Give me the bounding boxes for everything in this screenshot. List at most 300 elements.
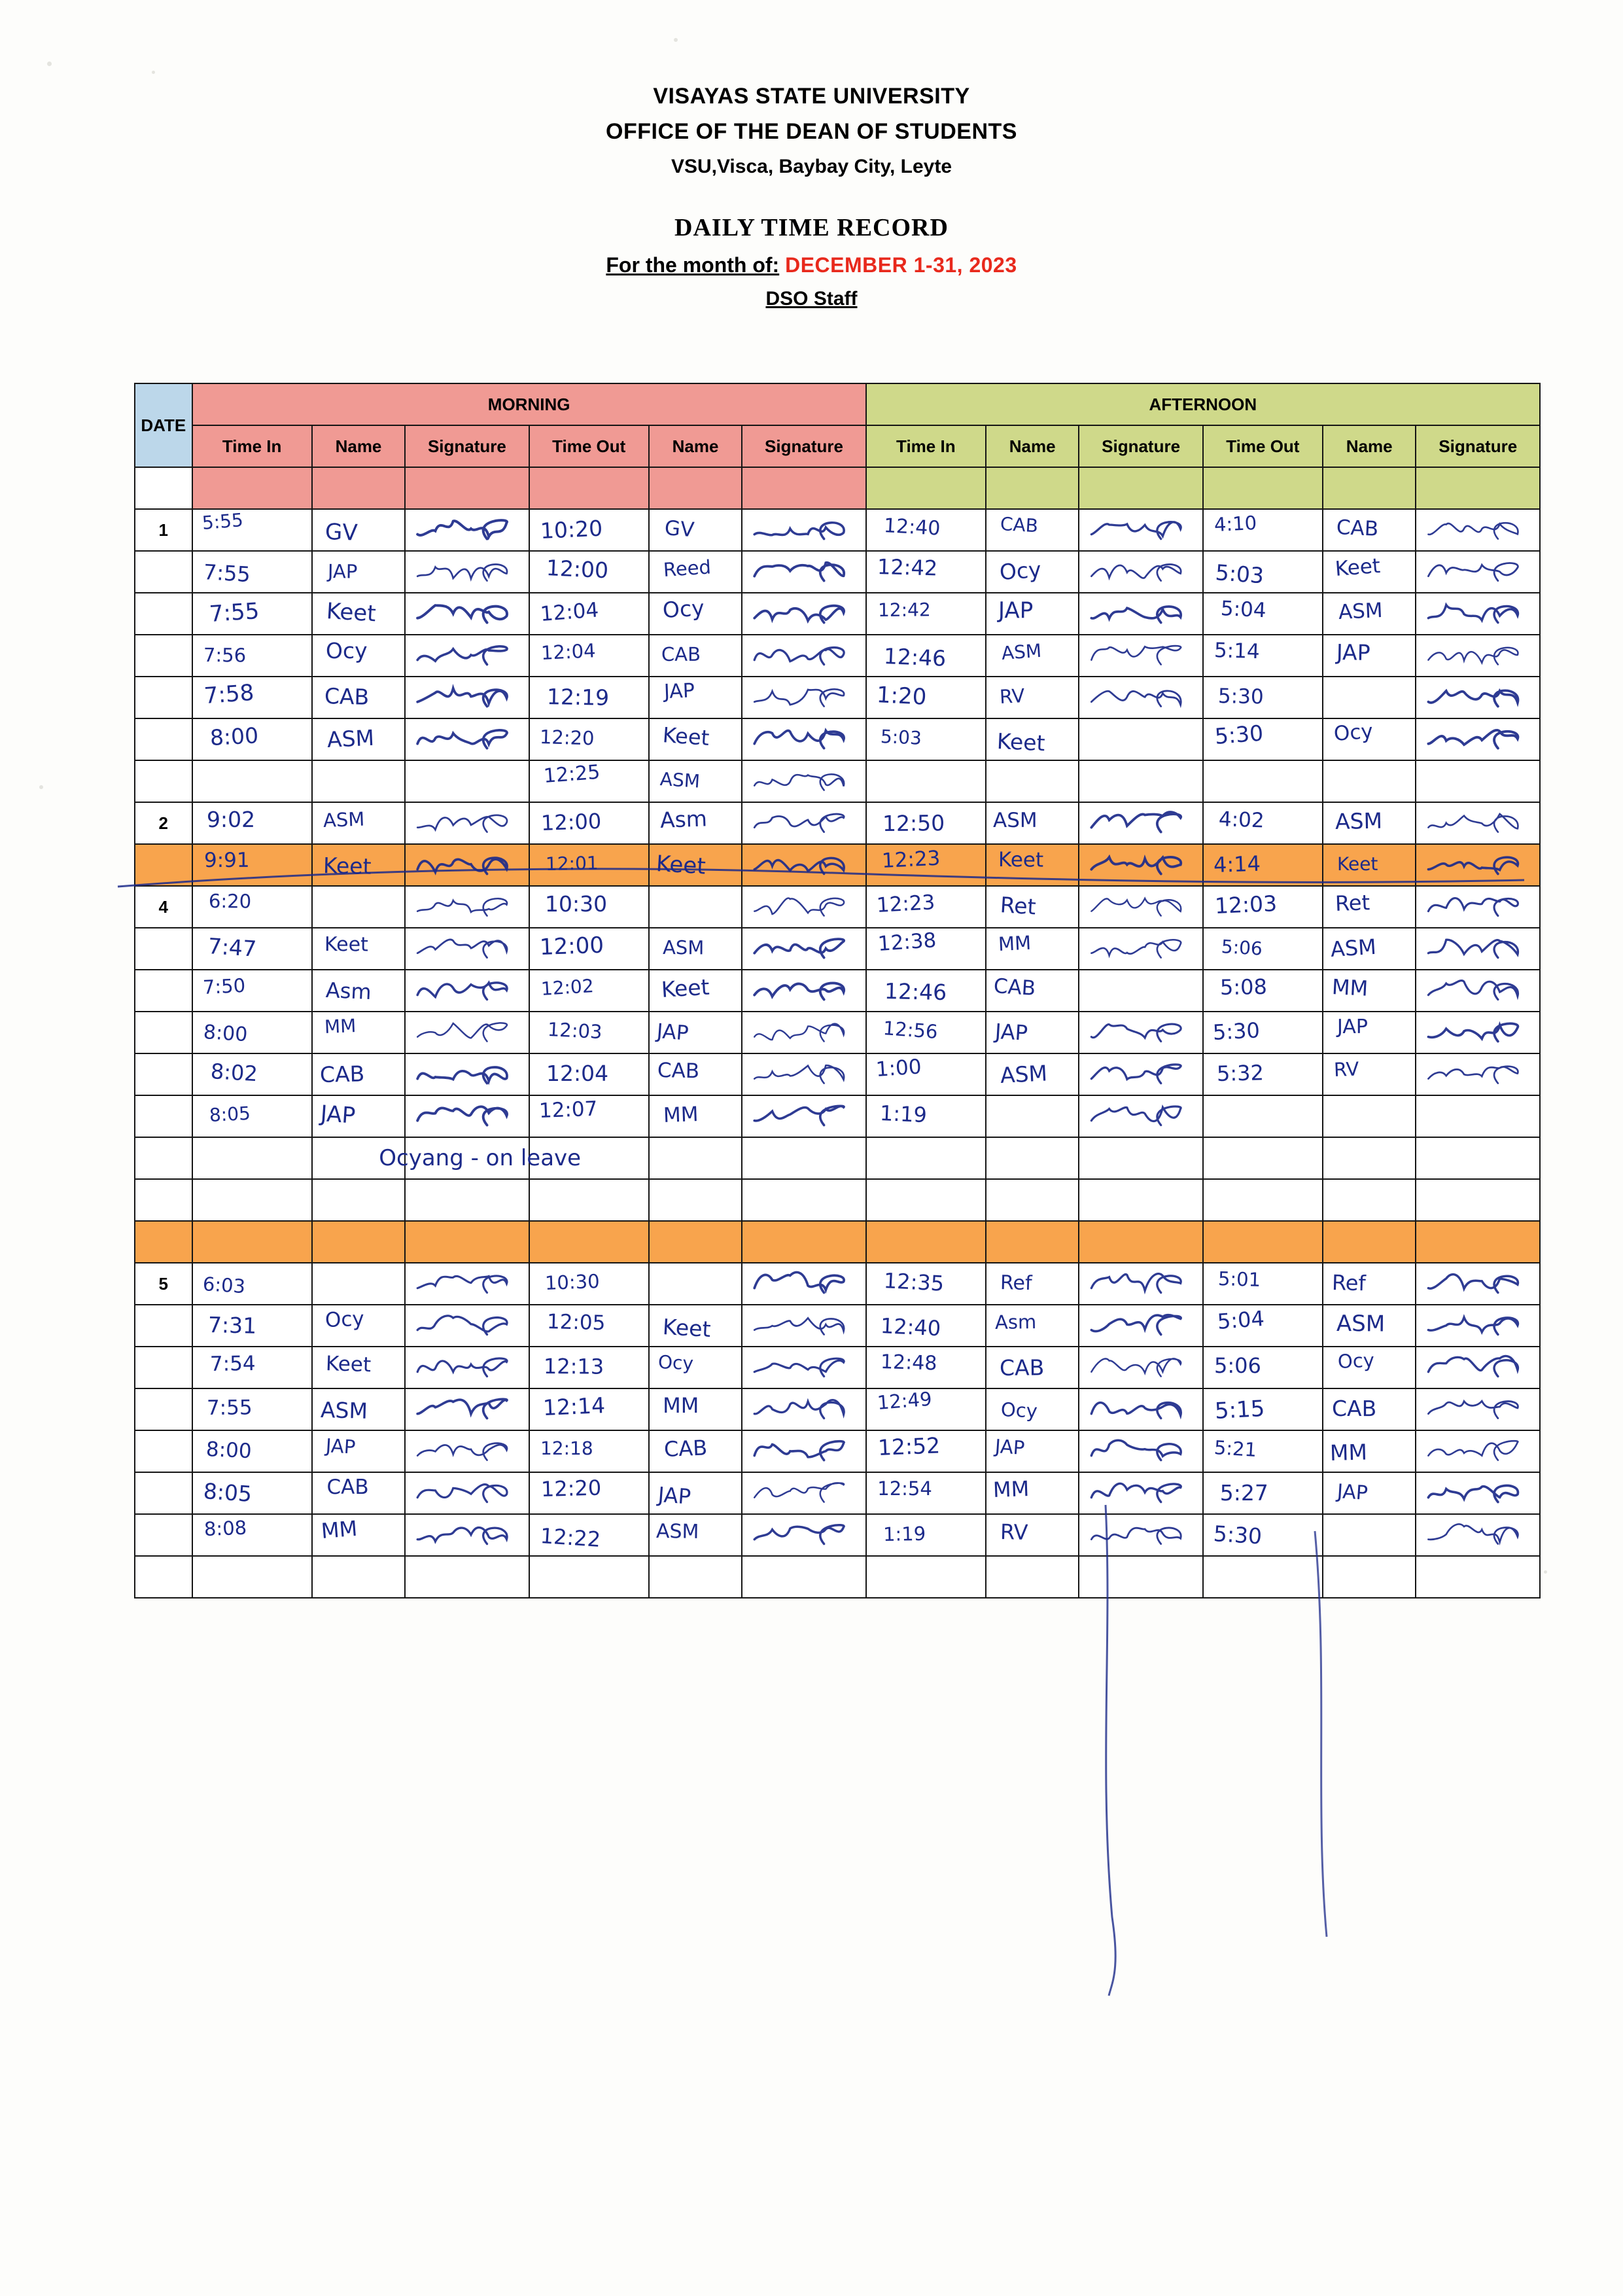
cell-pm-sig-out bbox=[1416, 1305, 1540, 1347]
handwritten-entry: MM bbox=[997, 931, 1032, 955]
cell-pm-time-in bbox=[866, 844, 986, 886]
header-morning: MORNING bbox=[192, 383, 866, 425]
handwritten-entry: ASM bbox=[655, 1520, 699, 1544]
cell-pm-name-out bbox=[1323, 1388, 1416, 1430]
handwritten-entry: 5:30 bbox=[1217, 684, 1264, 709]
header-pm-sig-in: Signature bbox=[1079, 425, 1202, 467]
handwritten-entry: 12:22 bbox=[539, 1523, 602, 1553]
cell-pm-time-out bbox=[1203, 1347, 1323, 1388]
handwritten-entry: 12:46 bbox=[883, 643, 947, 671]
handwritten-entry: 1:00 bbox=[875, 1055, 922, 1082]
cell-am-name-out bbox=[649, 509, 742, 551]
cell-pm-name-out bbox=[1323, 1263, 1416, 1305]
row-date-cell bbox=[135, 1305, 192, 1347]
cell-am-sig-out bbox=[742, 635, 865, 677]
cell-pm-sig-out bbox=[1416, 1430, 1540, 1472]
handwritten-entry: 6:03 bbox=[201, 1272, 247, 1298]
handwritten-entry: 12:38 bbox=[877, 928, 937, 957]
cell-am-time-out bbox=[529, 1179, 649, 1221]
cell-am-sig-out bbox=[742, 928, 865, 970]
cell-pm-name-out bbox=[1323, 844, 1416, 886]
handwritten-entry: JAP bbox=[327, 559, 358, 583]
cell-am-time-out bbox=[529, 1137, 649, 1179]
handwritten-entry: ASM bbox=[663, 936, 705, 959]
cell-am-time-out bbox=[529, 1514, 649, 1556]
cell-am-time-in bbox=[192, 1053, 312, 1095]
cell-am-time-out bbox=[529, 970, 649, 1012]
cell-pm-sig-in bbox=[1079, 1430, 1202, 1472]
cell-pm-name-out bbox=[1323, 509, 1416, 551]
handwritten-entry: 7:58 bbox=[203, 679, 255, 709]
cell-pm-time-in bbox=[866, 1430, 986, 1472]
cell-pm-sig-out bbox=[1416, 1137, 1540, 1179]
row-date-cell bbox=[135, 760, 192, 802]
header-afternoon: AFTERNOON bbox=[866, 383, 1540, 425]
cell-pm-time-out bbox=[1203, 1053, 1323, 1095]
cell-pm-time-out bbox=[1203, 928, 1323, 970]
cell-pm-time-in bbox=[866, 760, 986, 802]
cell-am-time-in bbox=[192, 1179, 312, 1221]
cell-am-name-out bbox=[649, 1388, 742, 1430]
row-date-cell: 5 bbox=[135, 1263, 192, 1305]
handwritten-entry: 12:23 bbox=[876, 890, 936, 917]
handwritten-entry: 12:20 bbox=[540, 1475, 602, 1502]
handwritten-entry: 8:08 bbox=[203, 1516, 247, 1541]
handwritten-entry: 12:42 bbox=[878, 599, 932, 622]
cell-pm-name-out bbox=[1323, 1012, 1416, 1053]
handwritten-entry: 12:48 bbox=[879, 1350, 937, 1375]
handwritten-entry: RV bbox=[1333, 1057, 1359, 1081]
row-date-cell bbox=[135, 1095, 192, 1137]
cell-pm-time-out bbox=[1203, 1137, 1323, 1179]
scan-speck bbox=[152, 71, 155, 74]
cell-pm-name-out bbox=[1323, 1095, 1416, 1137]
handwritten-entry: CAB bbox=[661, 643, 701, 666]
handwritten-entry: 12:04 bbox=[546, 1060, 608, 1086]
row-date-cell bbox=[135, 1556, 192, 1598]
handwritten-entry: ASM bbox=[323, 808, 365, 832]
handwritten-entry: 5:03 bbox=[1214, 559, 1265, 589]
handwritten-entry: Ocy bbox=[661, 594, 705, 623]
cell-am-time-in bbox=[192, 760, 312, 802]
cell-am-name-out bbox=[649, 1012, 742, 1053]
handwritten-entry: 12:54 bbox=[877, 1477, 932, 1500]
office-address: VSU,Visca, Baybay City, Leyte bbox=[671, 156, 952, 177]
handwritten-entry: Asm bbox=[659, 805, 708, 833]
cell-am-time-in bbox=[192, 886, 312, 928]
cell-am-name-out bbox=[649, 1095, 742, 1137]
band-pm-1 bbox=[866, 467, 986, 509]
handwritten-entry: 7:55 bbox=[203, 559, 252, 587]
cell-am-time-in bbox=[192, 1221, 312, 1263]
handwritten-entry: 5:03 bbox=[880, 726, 923, 750]
band-pm-6 bbox=[1416, 467, 1540, 509]
handwritten-entry: 7:55 bbox=[207, 1396, 253, 1420]
cell-am-time-out bbox=[529, 509, 649, 551]
handwritten-entry: 12:02 bbox=[540, 975, 595, 1000]
cell-am-sig-out bbox=[742, 677, 865, 718]
row-date-cell bbox=[135, 1472, 192, 1514]
cell-am-sig-in bbox=[405, 718, 529, 760]
cell-am-sig-out bbox=[742, 1221, 865, 1263]
cell-pm-sig-out bbox=[1416, 1514, 1540, 1556]
handwritten-entry: 5:08 bbox=[1219, 974, 1267, 1000]
cell-am-sig-out bbox=[742, 970, 865, 1012]
cell-am-name-in bbox=[312, 1263, 406, 1305]
cell-am-time-in bbox=[192, 802, 312, 844]
cell-am-sig-out bbox=[742, 1137, 865, 1179]
cell-am-name-out bbox=[649, 635, 742, 677]
table-row bbox=[135, 1221, 1540, 1263]
cell-am-time-out bbox=[529, 1472, 649, 1514]
handwritten-entry: GV bbox=[663, 516, 695, 542]
handwritten-entry: ASM bbox=[1337, 599, 1383, 625]
cell-am-name-in bbox=[312, 1305, 406, 1347]
cell-pm-time-out bbox=[1203, 1514, 1323, 1556]
cell-pm-sig-in bbox=[1079, 635, 1202, 677]
cell-am-time-out bbox=[529, 1388, 649, 1430]
cell-pm-sig-in bbox=[1079, 1137, 1202, 1179]
handwritten-entry: 12:03 bbox=[547, 1018, 603, 1044]
cell-am-time-in bbox=[192, 1556, 312, 1598]
cell-pm-name-out bbox=[1323, 760, 1416, 802]
handwritten-entry: 5:30 bbox=[1213, 720, 1265, 749]
cell-pm-time-out bbox=[1203, 718, 1323, 760]
row-date-cell: 1 bbox=[135, 509, 192, 551]
handwritten-entry: 4:10 bbox=[1213, 511, 1258, 536]
color-band-row bbox=[135, 467, 1540, 509]
cell-am-name-in bbox=[312, 1221, 406, 1263]
cell-pm-time-in bbox=[866, 677, 986, 718]
handwritten-entry: ASM bbox=[320, 1397, 368, 1424]
cell-pm-time-out bbox=[1203, 1388, 1323, 1430]
cell-am-name-in bbox=[312, 677, 406, 718]
row-date-cell: 2 bbox=[135, 802, 192, 844]
row-date-cell bbox=[135, 1430, 192, 1472]
handwritten-entry: 5:15 bbox=[1213, 1395, 1266, 1424]
cell-am-time-in bbox=[192, 1263, 312, 1305]
handwritten-entry: 6:20 bbox=[208, 889, 252, 913]
handwritten-entry: 12:19 bbox=[546, 684, 610, 711]
handwritten-entry: CAB bbox=[324, 683, 370, 710]
cell-pm-sig-in bbox=[1079, 886, 1202, 928]
handwritten-entry: RV bbox=[1000, 1519, 1029, 1545]
cell-pm-sig-out bbox=[1416, 1095, 1540, 1137]
cell-am-name-out bbox=[649, 1514, 742, 1556]
table-row bbox=[135, 1137, 1540, 1179]
header-am-name-in: Name bbox=[312, 425, 406, 467]
cell-pm-sig-in bbox=[1079, 1095, 1202, 1137]
row-date-cell bbox=[135, 1053, 192, 1095]
cell-am-sig-in bbox=[405, 1556, 529, 1598]
cell-pm-sig-out bbox=[1416, 970, 1540, 1012]
handwritten-entry: Reed bbox=[662, 556, 712, 581]
cell-am-sig-out bbox=[742, 886, 865, 928]
cell-am-name-in bbox=[312, 551, 406, 593]
handwritten-entry: JAP bbox=[320, 1100, 357, 1129]
row-date-cell bbox=[135, 1388, 192, 1430]
band-date bbox=[135, 467, 192, 509]
cell-pm-time-out bbox=[1203, 970, 1323, 1012]
handwritten-entry: Ocy bbox=[657, 1351, 694, 1375]
cell-pm-name-in bbox=[986, 551, 1079, 593]
row-date-cell bbox=[135, 928, 192, 970]
cell-pm-name-out bbox=[1323, 1472, 1416, 1514]
cell-pm-time-in bbox=[866, 593, 986, 635]
cell-pm-time-out bbox=[1203, 1221, 1323, 1263]
cell-am-sig-out bbox=[742, 718, 865, 760]
handwritten-entry: Ocy bbox=[1337, 1349, 1375, 1373]
cell-am-sig-in bbox=[405, 677, 529, 718]
handwritten-entry: Keet bbox=[655, 850, 707, 880]
cell-pm-name-in bbox=[986, 928, 1079, 970]
cell-am-name-in bbox=[312, 1095, 406, 1137]
cell-am-sig-in bbox=[405, 593, 529, 635]
cell-pm-name-in bbox=[986, 1472, 1079, 1514]
handwritten-entry: 10:20 bbox=[540, 515, 604, 544]
cell-am-name-out bbox=[649, 1137, 742, 1179]
organization-name: VISAYAS STATE UNIVERSITY bbox=[653, 84, 970, 109]
cell-am-time-out bbox=[529, 1347, 649, 1388]
row-date-cell bbox=[135, 1137, 192, 1179]
cell-am-sig-in bbox=[405, 1388, 529, 1430]
cell-pm-name-out bbox=[1323, 593, 1416, 635]
handwritten-entry: 5:30 bbox=[1212, 1017, 1261, 1046]
band-am-3 bbox=[405, 467, 529, 509]
cell-am-time-out bbox=[529, 844, 649, 886]
cell-pm-sig-out bbox=[1416, 635, 1540, 677]
handwritten-entry: 8:00 bbox=[205, 1437, 253, 1464]
handwritten-entry: ASM bbox=[992, 808, 1038, 832]
cell-pm-sig-in bbox=[1079, 677, 1202, 718]
header-am-name-out: Name bbox=[649, 425, 742, 467]
handwritten-entry: 5:21 bbox=[1213, 1436, 1258, 1462]
handwritten-entry: 10:30 bbox=[544, 1269, 600, 1294]
cell-am-time-in bbox=[192, 718, 312, 760]
handwritten-entry: 12:46 bbox=[884, 978, 947, 1006]
handwritten-entry: Keet bbox=[325, 597, 377, 627]
table-row bbox=[135, 928, 1540, 970]
cell-pm-sig-in bbox=[1079, 1514, 1202, 1556]
handwritten-entry: Keet bbox=[323, 853, 372, 879]
scan-speck bbox=[47, 62, 52, 66]
cell-am-sig-in bbox=[405, 1179, 529, 1221]
handwritten-entry: 4:14 bbox=[1213, 851, 1261, 877]
cell-pm-name-in bbox=[986, 802, 1079, 844]
cell-pm-sig-in bbox=[1079, 970, 1202, 1012]
cell-am-name-out bbox=[649, 1263, 742, 1305]
cell-pm-name-out bbox=[1323, 1137, 1416, 1179]
cell-pm-time-in bbox=[866, 1305, 986, 1347]
handwritten-entry: 12:05 bbox=[546, 1309, 606, 1335]
row-date-cell: 4 bbox=[135, 886, 192, 928]
handwritten-entry: 12:35 bbox=[883, 1267, 945, 1296]
cell-pm-sig-out bbox=[1416, 677, 1540, 718]
cell-pm-sig-out bbox=[1416, 1263, 1540, 1305]
handwritten-entry: 12:50 bbox=[882, 809, 945, 836]
cell-pm-time-in bbox=[866, 802, 986, 844]
cell-pm-name-in bbox=[986, 1179, 1079, 1221]
cell-pm-name-in bbox=[986, 677, 1079, 718]
table-row bbox=[135, 593, 1540, 635]
cell-pm-sig-out bbox=[1416, 1179, 1540, 1221]
handwritten-entry: 12:18 bbox=[540, 1438, 593, 1460]
month-label: For the month of: bbox=[606, 253, 780, 277]
cell-am-time-out bbox=[529, 1430, 649, 1472]
cell-pm-sig-in bbox=[1079, 718, 1202, 760]
cell-pm-name-in bbox=[986, 760, 1079, 802]
table-row bbox=[135, 1556, 1540, 1598]
row-date-cell bbox=[135, 551, 192, 593]
cell-am-time-in bbox=[192, 635, 312, 677]
cell-pm-sig-out bbox=[1416, 593, 1540, 635]
cell-am-time-in bbox=[192, 970, 312, 1012]
cell-am-name-out bbox=[649, 1430, 742, 1472]
cell-pm-name-in bbox=[986, 1263, 1079, 1305]
scan-speck bbox=[39, 785, 43, 789]
cell-am-name-in bbox=[312, 718, 406, 760]
cell-pm-time-out bbox=[1203, 677, 1323, 718]
cell-pm-time-out bbox=[1203, 886, 1323, 928]
cell-am-time-out bbox=[529, 928, 649, 970]
handwritten-entry: ASM bbox=[659, 768, 701, 792]
cell-pm-time-out bbox=[1203, 1305, 1323, 1347]
cell-am-sig-in bbox=[405, 970, 529, 1012]
cell-pm-time-in bbox=[866, 1556, 986, 1598]
cell-am-name-in bbox=[312, 1514, 406, 1556]
handwritten-entry: Keet bbox=[1336, 853, 1378, 875]
handwritten-entry: 12:40 bbox=[880, 1313, 942, 1341]
cell-am-name-out bbox=[649, 970, 742, 1012]
cell-am-name-out bbox=[649, 760, 742, 802]
table-row bbox=[135, 1430, 1540, 1472]
cell-am-name-out bbox=[649, 551, 742, 593]
cell-am-time-out bbox=[529, 1263, 649, 1305]
cell-pm-name-in bbox=[986, 718, 1079, 760]
cell-pm-time-in bbox=[866, 1137, 986, 1179]
cell-am-time-out bbox=[529, 718, 649, 760]
cell-am-sig-in bbox=[405, 1305, 529, 1347]
row-date-cell bbox=[135, 718, 192, 760]
cell-pm-time-in bbox=[866, 1472, 986, 1514]
cell-pm-sig-out bbox=[1416, 718, 1540, 760]
cell-pm-name-in bbox=[986, 509, 1079, 551]
handwritten-entry: 12:52 bbox=[877, 1432, 941, 1460]
handwritten-entry: 8:02 bbox=[209, 1059, 258, 1087]
handwritten-entry: 5:04 bbox=[1220, 596, 1267, 623]
handwritten-entry: 5:06 bbox=[1213, 1353, 1261, 1379]
cell-pm-name-in bbox=[986, 886, 1079, 928]
cell-am-name-in bbox=[312, 1556, 406, 1598]
cell-pm-time-out bbox=[1203, 635, 1323, 677]
cell-am-sig-in bbox=[405, 928, 529, 970]
band-am-5 bbox=[649, 467, 742, 509]
table-row bbox=[135, 1388, 1540, 1430]
handwritten-entry: 12:14 bbox=[542, 1392, 606, 1421]
cell-pm-time-out bbox=[1203, 509, 1323, 551]
cell-pm-name-in bbox=[986, 1053, 1079, 1095]
cell-pm-time-out bbox=[1203, 1012, 1323, 1053]
header-pm-time-out: Time Out bbox=[1203, 425, 1323, 467]
cell-am-name-out bbox=[649, 802, 742, 844]
handwritten-entry: ASM bbox=[1336, 1310, 1386, 1337]
header-pm-name-out: Name bbox=[1323, 425, 1416, 467]
cell-am-name-in bbox=[312, 1053, 406, 1095]
cell-pm-name-out bbox=[1323, 1053, 1416, 1095]
cell-pm-sig-out bbox=[1416, 886, 1540, 928]
handwritten-entry: Ocy bbox=[324, 1307, 365, 1332]
row-date-cell bbox=[135, 844, 192, 886]
cell-pm-name-in bbox=[986, 1221, 1079, 1263]
header-am-time-in: Time In bbox=[192, 425, 312, 467]
handwritten-entry: 12:00 bbox=[539, 932, 604, 961]
cell-pm-sig-in bbox=[1079, 1305, 1202, 1347]
cell-pm-name-out bbox=[1323, 1347, 1416, 1388]
cell-am-name-out bbox=[649, 1053, 742, 1095]
handwritten-entry: GV bbox=[324, 518, 358, 546]
cell-am-name-in bbox=[312, 1472, 406, 1514]
cell-pm-name-out bbox=[1323, 970, 1416, 1012]
band-am-4 bbox=[529, 467, 649, 509]
handwritten-entry: 12:20 bbox=[539, 726, 595, 750]
table-row bbox=[135, 1514, 1540, 1556]
cell-pm-sig-in bbox=[1079, 1472, 1202, 1514]
cell-pm-sig-out bbox=[1416, 1347, 1540, 1388]
row-date-cell bbox=[135, 1514, 192, 1556]
cell-am-time-in bbox=[192, 1514, 312, 1556]
cell-am-name-out bbox=[649, 1347, 742, 1388]
cell-pm-sig-out bbox=[1416, 509, 1540, 551]
cell-pm-time-in bbox=[866, 718, 986, 760]
cell-am-time-in bbox=[192, 1095, 312, 1137]
handwritten-entry: 12:40 bbox=[882, 514, 941, 540]
handwritten-entry: 12:00 bbox=[540, 808, 602, 836]
handwritten-entry: Ocy bbox=[998, 556, 1042, 585]
handwritten-entry: JAP bbox=[657, 1481, 692, 1510]
cell-am-time-in bbox=[192, 677, 312, 718]
section-header-row bbox=[135, 383, 1540, 425]
header-pm-name-in: Name bbox=[986, 425, 1079, 467]
handwritten-entry: JAP bbox=[994, 1434, 1026, 1459]
row-date-cell bbox=[135, 635, 192, 677]
handwritten-entry: CAB bbox=[1000, 512, 1039, 537]
cell-pm-sig-in bbox=[1079, 1221, 1202, 1263]
cell-pm-sig-out bbox=[1416, 844, 1540, 886]
handwritten-entry: 8:00 bbox=[203, 1021, 249, 1047]
cell-am-time-in bbox=[192, 1388, 312, 1430]
row-date-cell bbox=[135, 593, 192, 635]
cell-am-name-in bbox=[312, 1012, 406, 1053]
cell-pm-sig-out bbox=[1416, 551, 1540, 593]
cell-pm-time-in bbox=[866, 1179, 986, 1221]
cell-pm-name-in bbox=[986, 1137, 1079, 1179]
cell-am-name-in bbox=[312, 1430, 406, 1472]
cell-pm-name-in bbox=[986, 593, 1079, 635]
cell-am-name-out bbox=[649, 1305, 742, 1347]
cell-am-sig-out bbox=[742, 593, 865, 635]
band-am-2 bbox=[312, 467, 406, 509]
handwritten-entry: MM bbox=[1331, 974, 1369, 1001]
header-am-sig-out: Signature bbox=[742, 425, 865, 467]
handwritten-entry: Ocy bbox=[1000, 1398, 1038, 1422]
cell-pm-sig-out bbox=[1416, 1221, 1540, 1263]
cell-am-time-out bbox=[529, 760, 649, 802]
handwritten-entry: 12:04 bbox=[539, 598, 600, 626]
cell-am-sig-out bbox=[742, 1388, 865, 1430]
cell-pm-sig-in bbox=[1079, 1388, 1202, 1430]
handwritten-entry: ASM bbox=[1000, 639, 1042, 664]
row-date-cell bbox=[135, 677, 192, 718]
